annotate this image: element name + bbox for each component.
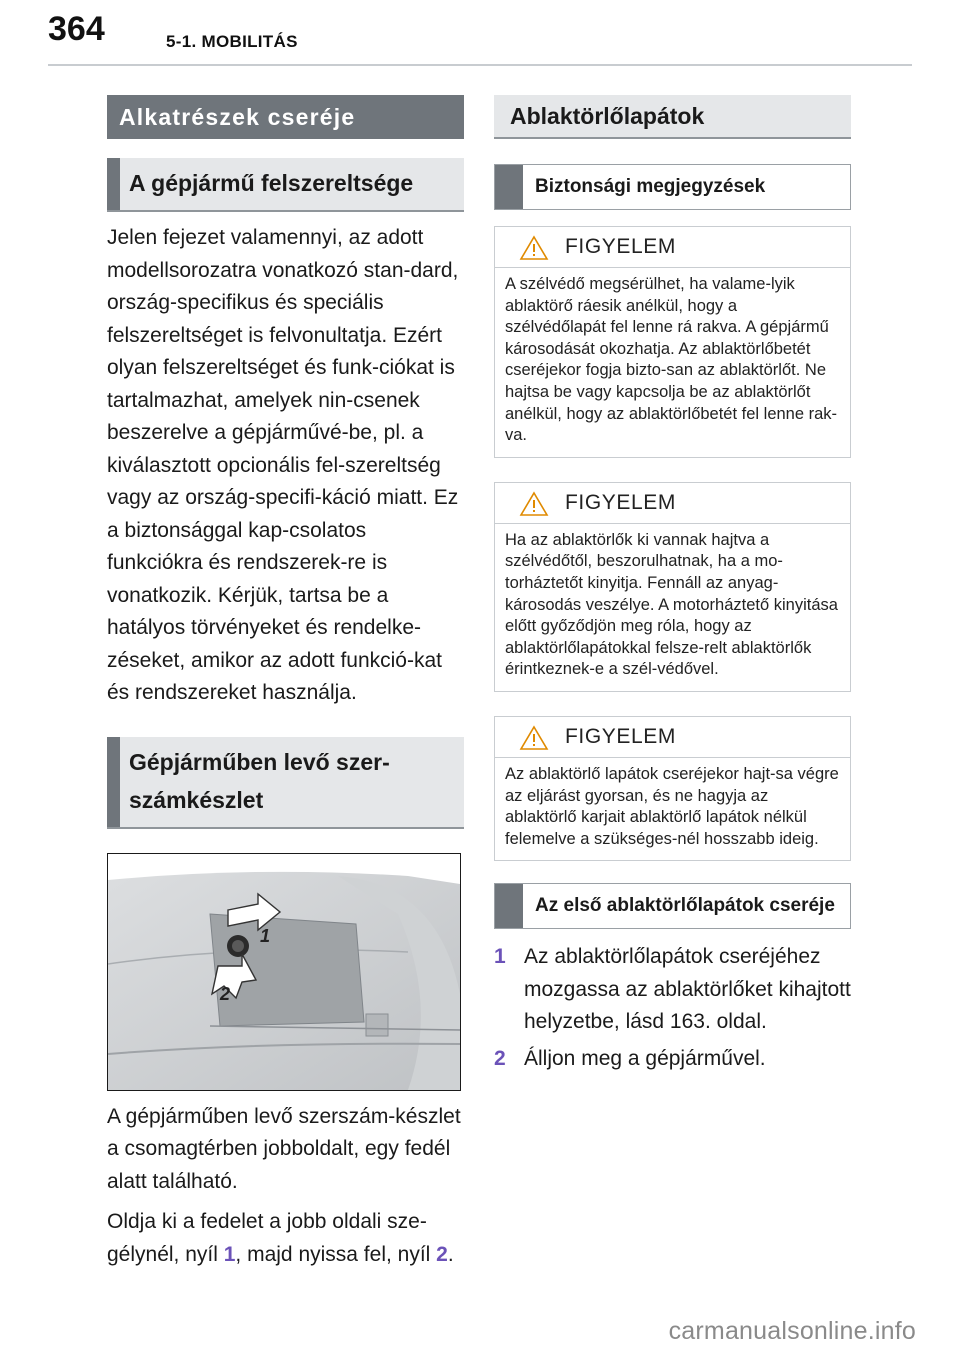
section-heading-parts-replacement: Alkatrészek cseréje [107,95,464,139]
subheading-vehicle-equipment: A gépjármű felszereltsége [107,158,464,212]
safety-notes-heading: Biztonsági megjegyzések [494,164,851,210]
header-divider [48,64,912,66]
warning-label: FIGYELEM [565,490,676,514]
steps-list [494,941,851,1075]
watermark: carmanualsonline.info [668,1317,916,1345]
warning-triangle-icon [519,491,549,517]
step-text: Az ablaktörlőlapátok cseréjéhez mozgassa az ablaktörlőket kihajtott helyzetbe, lásd 163. oldal. [524,945,851,1034]
warning-box-2 [494,482,851,692]
warning-label: FIGYELEM [565,724,676,748]
front-wiper-replacement-heading: Az első ablaktörlőlapátok cseréje [494,883,851,929]
warning-triangle-icon [519,725,549,751]
left-column [107,95,464,1271]
warning-triangle-icon [519,235,549,261]
cover-open-text-c: . [447,1242,454,1266]
warning-text: Az ablaktörlő lapátok cseréjekor hajt-sa végre az eljárást gyorsan, és ne hagyja az ablaktörlő karjait ablaktörlő lapátok nélkül felemelve a szükséges-nél hosszabb ideig. [505,764,839,848]
equipment-paragraph: Jelen fejezet valamennyi, az adott modellsorozatra vonatkozó stan-dard, ország-specifikus és speciális felszereltséget is felvonultatja. Ezért olyan felszereltséget és funk-ciókat is tartalmazhat, amelyek nin-csenek beszerelve a gépjárművé-be, pl. a kiválasztott opcionális fel-szereltség vagy az ország-specifi-káció miatt. Ez a biztonsággal kap-csolatos funkciókra és rendszerek-re is vonatkozik. Kérjük, tartsa be a hatályos törvényeket és rendelke-zéseket, amikor az adott funkció-kat és rendszereket használja. [107,226,459,704]
cover-open-text-a: Oldja ki a fedelet a jobb oldali sze-gélynél, nyíl [107,1210,427,1266]
right-column [494,95,851,1075]
step-item [494,941,851,1039]
page-number: 364 [48,10,105,48]
step-text: Álljon meg a gépjárművel. [524,1046,766,1070]
warning-box-1 [494,226,851,458]
callout-2: 2 [220,983,231,1004]
step-item [494,1043,851,1076]
warning-box-3 [494,716,851,861]
step-number: 1 [494,945,506,969]
trunk-illustration-svg [108,854,460,1090]
cover-open-text-b: , majd nyissa fel, nyíl [235,1242,437,1266]
warning-text: A szélvédő megsérülhet, ha valame-lyik ablaktörő ráesik anélkül, hogy a szélvédőlapát fel lenne rá rakva. A gépjármű károsodását okozhatja. Az ablaktörlőbetét cseréjekor fogja bizto-san az ablaktörlőt. Ne hajtsa be vagy kapcsolja be az ablaktörlőt anélkül, hogy az ablaktörlőbetét fel lenne rak-va. [505,275,838,445]
callout-1: 1 [260,925,271,946]
warning-text: Ha az ablaktörlők ki vannak hajtva a szélvédőtől, beszorulhatnak, ha a mo-torháztetőt kinyitja. Fennáll az anyag-károsodás veszélye. A motorháztető kinyitása előtt győződjön meg róla, hogy az ablaktörlőlapátokkal felsze-relt ablaktörlők érintkeznek-e a szél-védővel. [505,530,838,679]
trunk-toolkit-illustration [107,853,461,1091]
arrow-number-2: 2 [436,1242,448,1266]
section-heading-wiper-blades: Ablaktörlőlapátok [494,95,851,139]
toolkit-location-paragraph: A gépjárműben levő szerszám-készlet a csomagtérben jobboldalt, egy fedél alatt található. [107,1104,461,1193]
arrow-number-1: 1 [223,1242,236,1266]
warning-label: FIGYELEM [565,235,676,258]
step-number: 2 [494,1046,506,1070]
subheading-toolkit: Gépjárműben levő szer-számkészlet [107,737,464,829]
chapter-title: 5-1. MOBILITÁS [166,32,298,51]
cover-open-paragraph [107,1206,464,1271]
